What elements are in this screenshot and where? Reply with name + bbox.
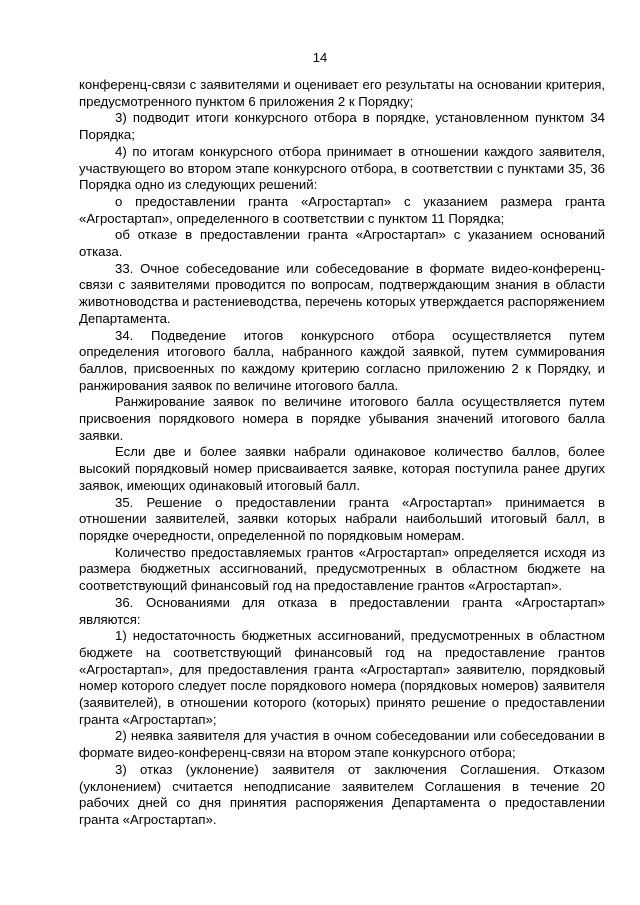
paragraph-36-item-1: 1) недостаточность бюджетных ассигнований, предусмотренных в областном бюджете на соответствующий финансовый год на предоставление грантов «Агростартап», для предоставления гранта «Агростартап» заявителю, порядковый номер которого следует после порядкового номера (порядковых номеров) заявителя (заявителей), в отношении которого (которых) принято решение о предоставлении гранта «Агростартап»; xyxy=(79,628,605,727)
paragraph-34: 34. Подведение итогов конкурсного отбора осуществляется путем определения итогового балла, набранного каждой заявкой, путем суммирования баллов, присвоенных по каждому критерию согласно приложению 2 к Порядку, и ранжирования заявок по величине итогового балла. xyxy=(79,327,605,393)
paragraph-item-3: 3) подводит итоги конкурсного отбора в порядке, установленном пунктом 34 Порядка; xyxy=(79,110,605,143)
document-body xyxy=(79,77,605,829)
page-number: 14 xyxy=(312,50,328,65)
paragraph-35: 35. Решение о предоставлении гранта «Агростартап» принимается в отношении заявителей, заявки которых набрали наибольший итоговый балл, в порядке очередности, определенной по порядковым номерам. xyxy=(79,494,605,543)
paragraph-grant-count: Количество предоставляемых грантов «Агростартап» определяется исходя из размера бюджетных ассигнований, предусмотренных в областном бюджете на соответствующий финансовый год на предоставление грантов «Агростартап». xyxy=(79,544,605,594)
paragraph-36: 36. Основаниями для отказа в предоставлении гранта «Агростартап» являются: xyxy=(79,594,605,627)
paragraph-decision-refusal: об отказе в предоставлении гранта «Агростартап» с указанием оснований отказа. xyxy=(79,227,605,260)
paragraph-ranking: Ранжирование заявок по величине итогового балла осуществляется путем присвоения порядкового номера в порядке убывания значений итогового балла заявки. xyxy=(79,394,605,443)
paragraph-continuation: конференц-связи с заявителями и оценивает его результаты на основании критерия, предусмотренного пунктом 6 приложения 2 к Порядку; xyxy=(79,77,605,109)
paragraph-item-4: 4) по итогам конкурсного отбора принимает в отношении каждого заявителя, участвующего во втором этапе конкурсного отбора, в соответствии с пунктами 35, 36 Порядка одно из следующих решений: xyxy=(79,143,605,193)
paragraph-36-item-2: 2) неявка заявителя для участия в очном собеседовании или собеседовании в формате видео-конференц-связи на втором этапе конкурсного отбора; xyxy=(79,728,605,761)
paragraph-33: 33. Очное собеседование или собеседование в формате видео-конференц-связи с заявителями проводится по вопросам, подтверждающим знания в области животноводства и растениеводства, перечень которых утверждается распоряжением Департамента. xyxy=(79,260,605,326)
paragraph-decision-grant: о предоставлении гранта «Агростартап» с указанием размера гранта «Агростартап», определенного в соответствии с пунктом 11 Порядка; xyxy=(79,193,605,226)
paragraph-equal-scores: Если две и более заявки набрали одинаковое количество баллов, более высокий порядковый номер присваивается заявке, которая поступила ранее других заявок, имеющих одинаковый итоговый балл. xyxy=(79,444,605,493)
paragraph-36-item-3: 3) отказ (уклонение) заявителя от заключения Соглашения. Отказом (уклонением) считается неподписание заявителем Соглашения в течение 20 рабочих дней со дня принятия распоряжения Департамента о предоставлении гранта «Агростартап». xyxy=(79,761,605,827)
